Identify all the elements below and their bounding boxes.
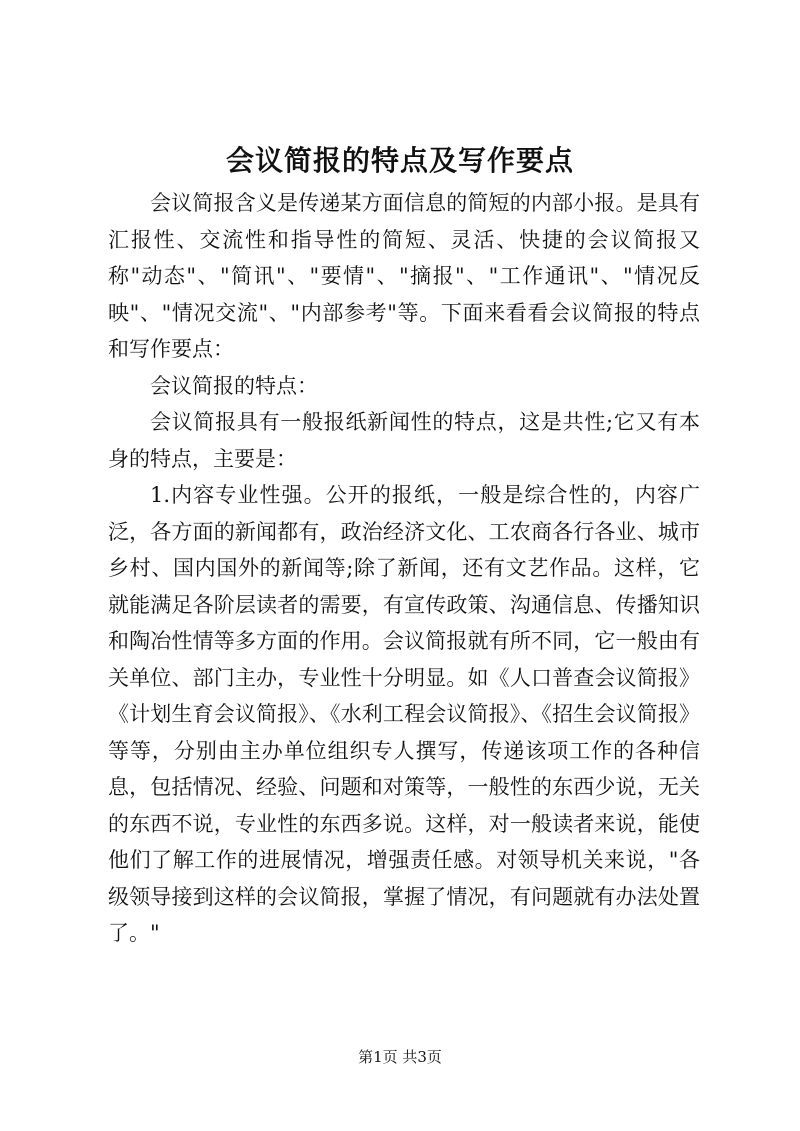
paragraph-intro: 会议简报含义是传递某方面信息的简短的内部小报。是具有汇报性、交流性和指导性的简短、灵活、快捷的会议简报又称"动态"、"简讯"、"要情"、"摘报"、"工作通讯"、"情况反映"、"情况交流"、"内部参考"等。下面来看看会议简报的特点和写作要点： [108,191,700,361]
document-title: 会议简报的特点及写作要点 [225,144,574,177]
paragraph-point-1: 1.内容专业性强。公开的报纸，一般是综合性的，内容广泛，各方面的新闻都有，政治经济文化、工农商各行各业、城市乡村、国内国外的新闻等;除了新闻，还有文艺作品。这样，它就能满足各阶层读者的需要，有宣传政策、沟通信息、传播知识和陶冶性情等多方面的作用。会议简报就有所不同，它一般由有关单位、部门主办，专业性十分明显。如《人口普查会议简报》《计划生育会议简报》、《水利工程会议简报》、《招生会议简报》等等，分别由主办单位组织专人撰写，传递该项工作的各种信息，包括情况、经验、问题和对策等，一般性的东西少说，无关的东西不说，专业性的东西多说。这样，对一般读者来说，能使他们了解工作的进展情况，增强责任感。对领导机关来说，"各级领导接到这样的会议简报，掌握了情况，有问题就有办法处置了。" [108,483,700,945]
paragraph-features-heading: 会议简报的特点： [150,373,318,398]
paragraph-features-summary: 会议简报具有一般报纸新闻性的特点，这是共性;它又有本身的特点，主要是： [108,410,700,471]
page-footer: 第1页 共3页 [358,1048,442,1066]
document-body [108,185,700,952]
